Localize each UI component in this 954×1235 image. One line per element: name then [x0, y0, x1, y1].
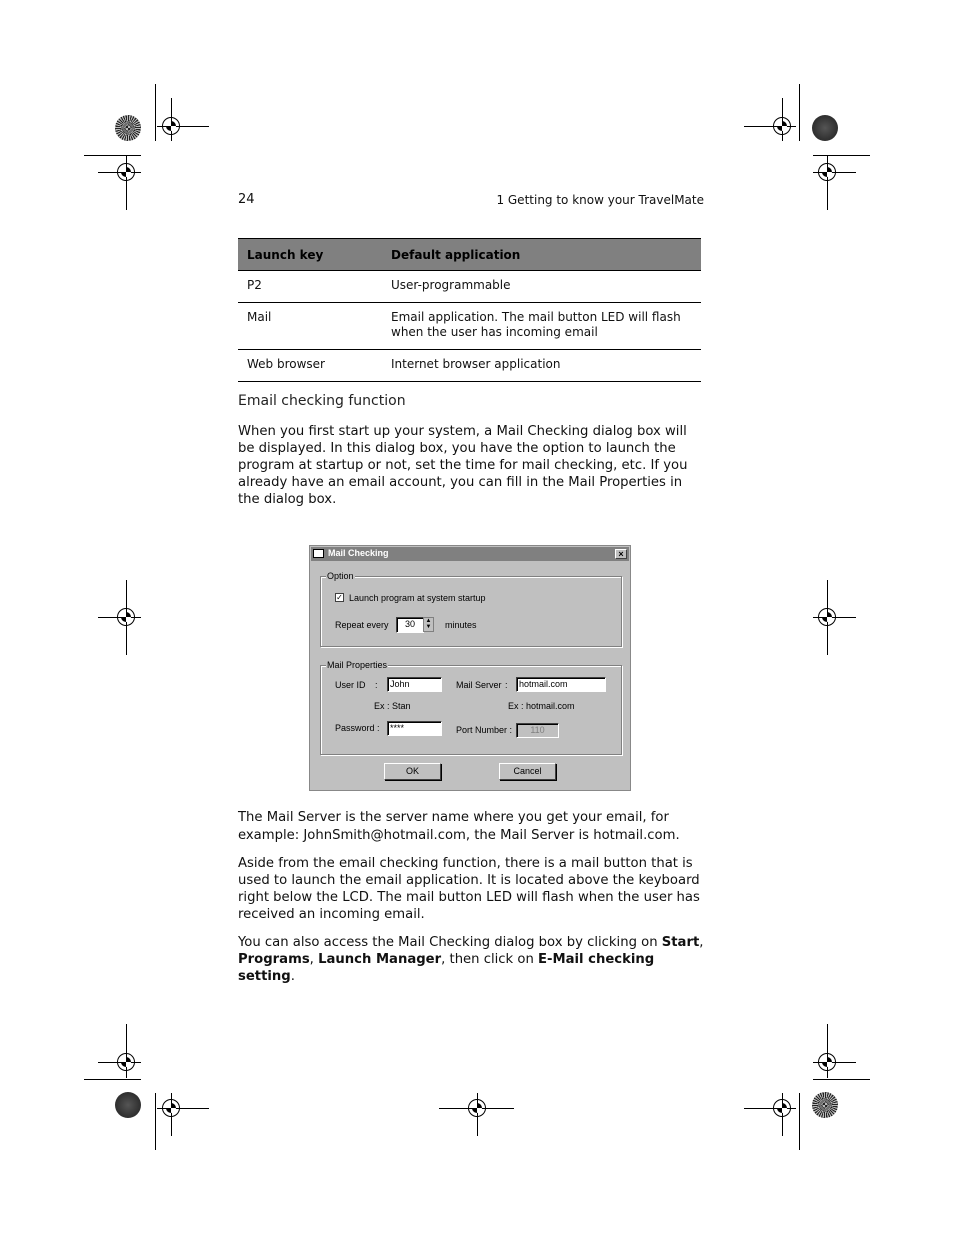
- registration-burst-icon: [812, 115, 838, 141]
- table-row: [238, 271, 701, 303]
- spin-down-icon[interactable]: ▼: [425, 624, 432, 630]
- crosshair-icon: [117, 163, 135, 181]
- crosshair-icon: [818, 1053, 836, 1071]
- table-cell: Internet browser application: [382, 350, 701, 382]
- launch-key-table: [238, 238, 701, 382]
- running-head: 1 Getting to know your TravelMate: [496, 193, 704, 207]
- text-run: , then click on: [441, 952, 538, 967]
- launch-startup-checkbox[interactable]: ✓: [336, 593, 343, 602]
- crosshair-icon: [162, 1099, 180, 1117]
- cancel-button[interactable]: Cancel: [499, 763, 556, 780]
- crosshair-icon: [117, 608, 135, 626]
- port-number-input: 110: [516, 723, 559, 738]
- table-header-row: [238, 239, 701, 271]
- text-run: ,: [699, 935, 704, 950]
- repeat-spinner[interactable]: [423, 617, 434, 632]
- mail-server-input[interactable]: hotmail.com: [516, 677, 606, 692]
- app-icon: [313, 549, 324, 558]
- mail-checking-dialog: [309, 545, 631, 791]
- menu-ref-launch-manager: Launch Manager: [318, 952, 442, 967]
- column-header: Launch key: [238, 239, 382, 271]
- group-label: Option: [327, 571, 354, 581]
- section-heading: Email checking function: [238, 393, 406, 409]
- menu-ref-start: Start: [661, 935, 700, 950]
- registration-burst-icon: [812, 1092, 838, 1118]
- separator: :: [377, 723, 380, 733]
- group-label: Mail Properties: [327, 660, 388, 670]
- table-row: [238, 350, 701, 382]
- minutes-label: minutes: [445, 620, 477, 630]
- table-cell: Mail: [238, 303, 382, 350]
- crosshair-icon: [162, 117, 180, 135]
- separator: :: [505, 680, 508, 690]
- user-id-input[interactable]: John: [387, 677, 442, 692]
- crosshair-icon: [468, 1099, 486, 1117]
- page-number: 24: [238, 192, 255, 207]
- crosshair-icon: [773, 117, 791, 135]
- separator: :: [375, 680, 378, 690]
- password-label: Password: [335, 723, 375, 733]
- dialog-titlebar[interactable]: [311, 547, 629, 561]
- crosshair-icon: [117, 1053, 135, 1071]
- crosshair-icon: [818, 163, 836, 181]
- text-run: You can also access the Mail Checking dialog box by clicking on: [238, 935, 662, 950]
- dialog-title: Mail Checking: [328, 548, 389, 558]
- table-cell: Email application. The mail button LED will flash when the user has incoming email: [382, 303, 701, 350]
- password-input[interactable]: ****: [387, 721, 442, 736]
- mail-server-example: Ex : hotmail.com: [508, 701, 575, 711]
- mail-button-paragraph: Aside from the email checking function, there is a mail button that is used to launch the email application. It is located above the keyboard right below the LCD. The mail button LED will flash when the user has received an incoming email.: [238, 856, 700, 922]
- table-row: [238, 303, 701, 350]
- close-icon[interactable]: ×: [615, 549, 627, 559]
- registration-burst-icon: [115, 1092, 141, 1118]
- mail-server-paragraph: The Mail Server is the server name where you get your email, for example: JohnSmith@hotmail.com, the Mail Server is hotmail.com.: [238, 810, 680, 843]
- user-id-example: Ex : Stan: [374, 701, 411, 711]
- spin-up-icon[interactable]: ▲: [425, 618, 432, 624]
- menu-ref-programs: Programs: [238, 952, 310, 967]
- crosshair-icon: [773, 1099, 791, 1117]
- user-id-label: User ID: [335, 680, 366, 690]
- mail-properties-group: [320, 660, 622, 755]
- access-paragraph: [238, 934, 704, 985]
- ok-button[interactable]: OK: [384, 763, 441, 780]
- table-cell: Web browser: [238, 350, 382, 382]
- column-header: Default application: [382, 239, 701, 271]
- crosshair-icon: [818, 608, 836, 626]
- option-group: [320, 571, 622, 647]
- repeat-label: Repeat every: [335, 620, 389, 630]
- table-cell: P2: [238, 271, 382, 303]
- port-number-label: Port Number :: [456, 725, 513, 735]
- repeat-minutes-input[interactable]: 30: [396, 617, 424, 633]
- table-cell: User-programmable: [382, 271, 701, 303]
- launch-startup-label: Launch program at system startup: [349, 593, 486, 603]
- intro-paragraph: When you first start up your system, a Mail Checking dialog box will be displayed. In this dialog box, you have the option to launch the program at startup or not, set the time for mail checking, etc. If you already have an email account, you can fill in the Mail Properties in the dialog box.: [238, 424, 688, 507]
- text-run: .: [290, 969, 295, 984]
- mail-server-label: Mail Server: [456, 680, 502, 690]
- text-run: ,: [309, 952, 319, 967]
- menu-ref-email-setting: E-Mail checking setting: [238, 952, 655, 984]
- registration-burst-icon: [115, 115, 141, 141]
